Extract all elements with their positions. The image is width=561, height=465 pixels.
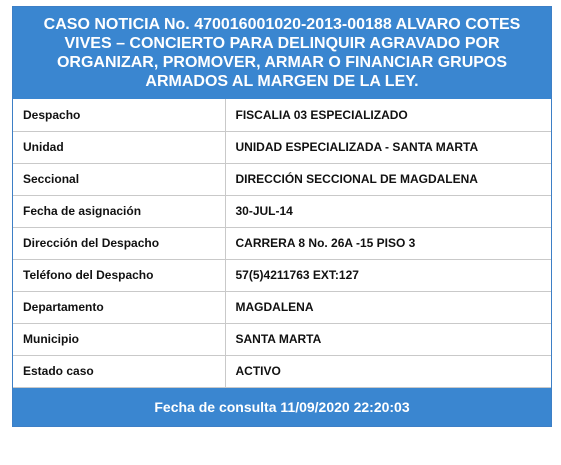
- table-row-direccion: [13, 227, 551, 259]
- row-label: Municipio: [13, 323, 225, 355]
- row-value: 57(5)4211763 EXT:127: [225, 259, 551, 291]
- table-row-despacho: [13, 99, 551, 131]
- table-row-fecha-asignacion: [13, 195, 551, 227]
- row-value: UNIDAD ESPECIALIZADA - SANTA MARTA: [225, 131, 551, 163]
- row-label: Dirección del Despacho: [13, 227, 225, 259]
- row-value: CARRERA 8 No. 26A -15 PISO 3: [225, 227, 551, 259]
- row-label: Departamento: [13, 291, 225, 323]
- row-label: Fecha de asignación: [13, 195, 225, 227]
- row-label: Estado caso: [13, 355, 225, 387]
- row-value: DIRECCIÓN SECCIONAL DE MAGDALENA: [225, 163, 551, 195]
- row-value: FISCALIA 03 ESPECIALIZADO: [225, 99, 551, 131]
- case-card: [12, 6, 552, 427]
- case-details-table: [13, 99, 551, 388]
- row-value: ACTIVO: [225, 355, 551, 387]
- table-row-departamento: [13, 291, 551, 323]
- table-row-municipio: [13, 323, 551, 355]
- row-label: Unidad: [13, 131, 225, 163]
- case-title: CASO NOTICIA No. 470016001020-2013-00188 ALVARO COTES VIVES – CONCIERTO PARA DELINQUIR AGRAVADO POR ORGANIZAR, PROMOVER, ARMAR O FINANCIAR GRUPOS ARMADOS AL MARGEN DE LA LEY.: [13, 7, 551, 99]
- row-value: 30-JUL-14: [225, 195, 551, 227]
- table-row-seccional: [13, 163, 551, 195]
- row-label: Seccional: [13, 163, 225, 195]
- row-value: SANTA MARTA: [225, 323, 551, 355]
- row-value: MAGDALENA: [225, 291, 551, 323]
- table-row-telefono: [13, 259, 551, 291]
- row-label: Teléfono del Despacho: [13, 259, 225, 291]
- table-row-estado: [13, 355, 551, 387]
- table-row-unidad: [13, 131, 551, 163]
- row-label: Despacho: [13, 99, 225, 131]
- consult-date-footer: Fecha de consulta 11/09/2020 22:20:03: [13, 388, 551, 426]
